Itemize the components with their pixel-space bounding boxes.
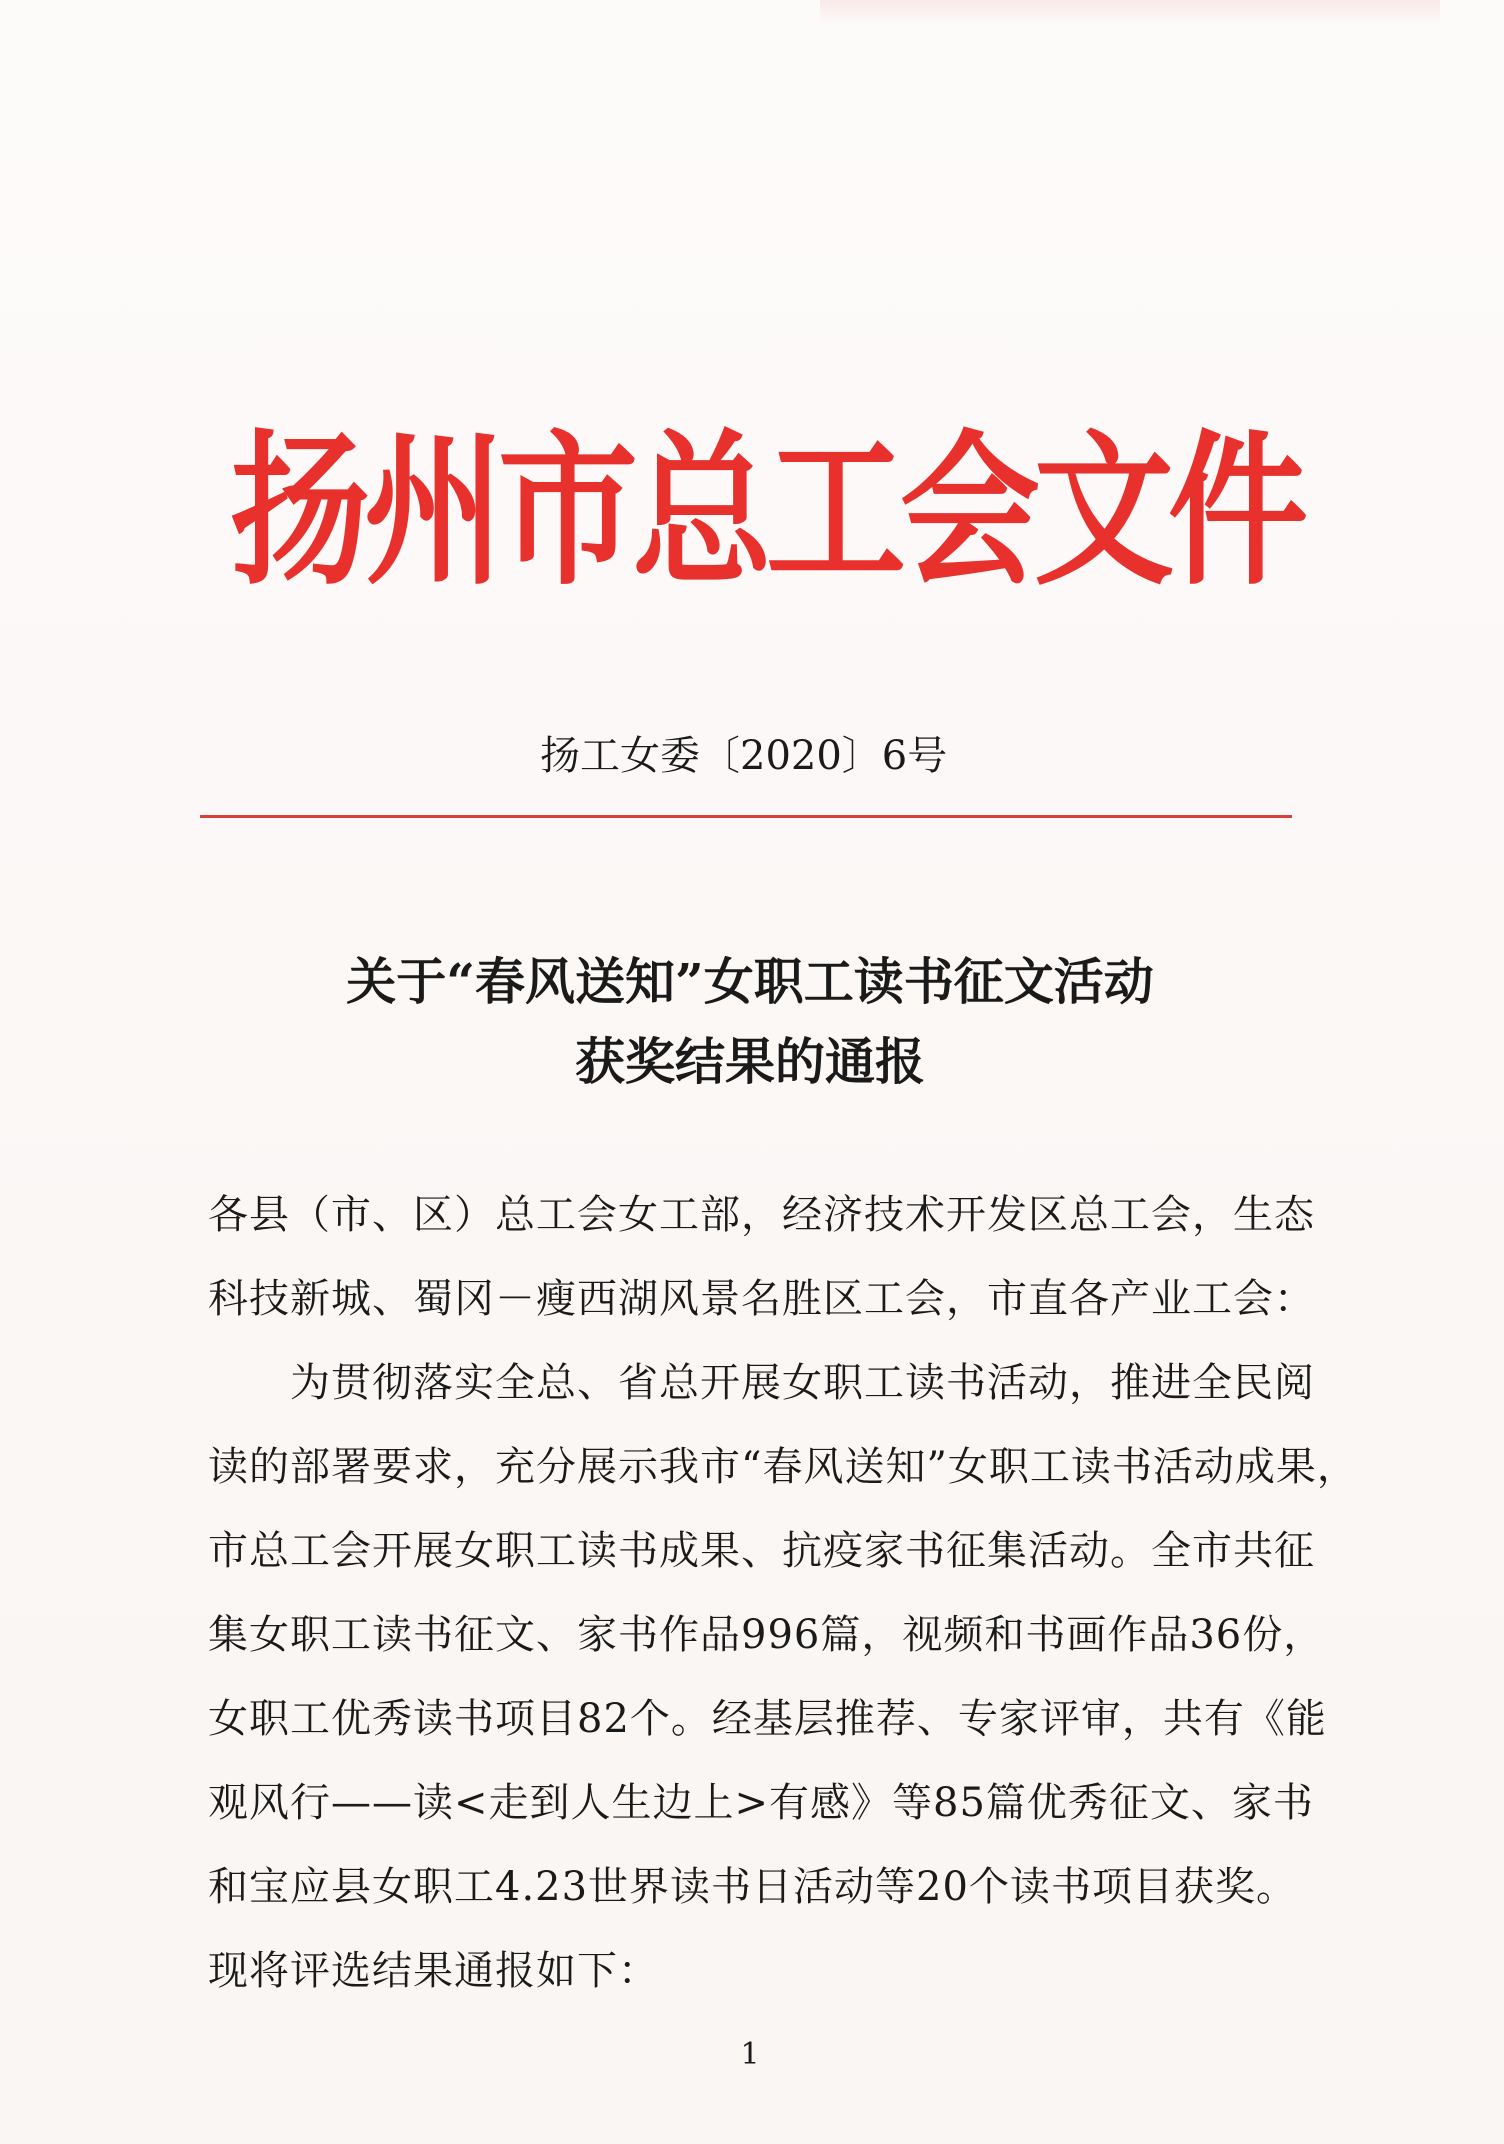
red-divider-rule — [200, 815, 1292, 818]
page-number: 1 — [740, 2037, 760, 2072]
salutation-line: 各县（市、区）总工会女工部，经济技术开发区总工会，生态 — [208, 1192, 1315, 1238]
document-number: 扬工女委〔2020〕6号 — [540, 733, 948, 779]
document-body — [208, 1190, 1358, 2030]
document-masthead: 扬州市总工会文件 — [230, 416, 1303, 609]
scan-bleed — [820, 0, 1440, 24]
salutation-line: 科技新城、蜀冈－瘦西湖风景名胜区工会，市直各产业工会： — [208, 1276, 1315, 1322]
paragraph-line: 女职工优秀读书项目82个。经基层推荐、专家评审，共有《能 — [208, 1696, 1327, 1742]
paragraph-line: 现将评选结果通报如下： — [208, 1948, 659, 1994]
paragraph-line: 读的部署要求，充分展示我市“春风送知”女职工读书活动成果， — [208, 1444, 1358, 1490]
document-title-line-2: 获奖结果的通报 — [575, 1032, 925, 1091]
document-title-line-1: 关于“春风送知”女职工读书征文活动 — [346, 952, 1154, 1011]
paragraph-line: 市总工会开展女职工读书成果、抗疫家书征集活动。全市共征 — [208, 1528, 1315, 1574]
paragraph-line: 为贯彻落实全总、省总开展女职工读书活动，推进全民阅 — [290, 1360, 1315, 1406]
paragraph-line: 观风行——读<走到人生边上>有感》等85篇优秀征文、家书 — [208, 1780, 1314, 1826]
paragraph-line: 和宝应县女职工4.23世界读书日活动等20个读书项目获奖。 — [208, 1864, 1297, 1910]
paragraph-line: 集女职工读书征文、家书作品996篇，视频和书画作品36份， — [208, 1612, 1325, 1658]
